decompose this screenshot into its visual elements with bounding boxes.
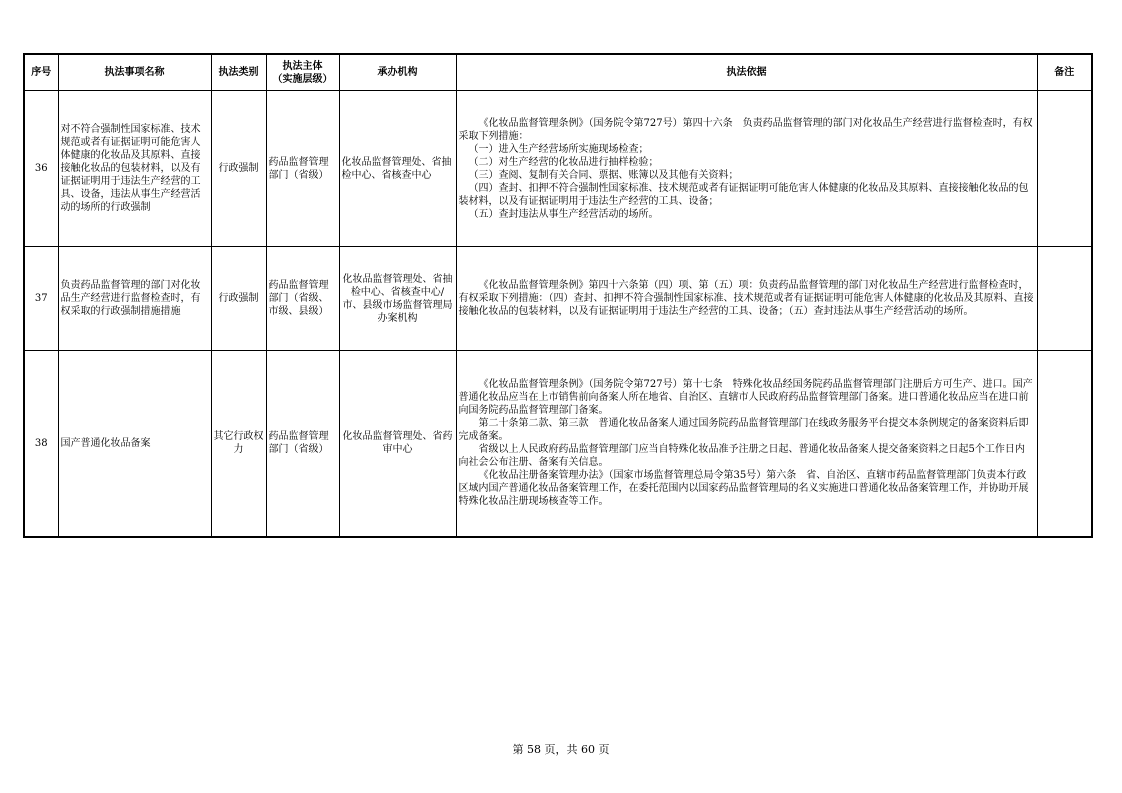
row-name: 国产普通化妆品备案 [58,351,211,537]
basis-paragraph: 《化妆品注册备案管理办法》（国家市场监督管理总局令第35号）第六条 省、自治区、直辖市药品监督管理部门负责本行政区域内国产普通化妆品备案管理工作，在委托范围内以国家药品监督管理局的名义实施进口普通化妆品备案管理工作，并协助开展特殊化妆品注册现场核查等工作。 [458,470,1029,508]
header-basis: 执法依据 [456,54,1037,91]
header-org: 承办机构 [339,54,456,91]
row-remark [1037,351,1092,537]
basis-paragraph: 省级以上人民政府药品监督管理部门应当自特殊化妆品准予注册之日起、普通化妆品备案人提交备案资料之日起5个工作日内向社会公布注册、备案有关信息。 [458,444,1025,469]
row-subject: 药品监督管理部门（省级） [266,91,339,247]
header-remark: 备注 [1037,54,1092,91]
header-subject-line2: （实施层级） [272,73,333,85]
basis-paragraph: （一）进入生产经营场所实施现场检查； [468,143,649,155]
row-org: 化妆品监督管理处、省抽检中心、省核查中心 [339,91,456,247]
table-row [24,351,1092,537]
basis-paragraph: （三）查阅、复制有关合同、票据、账簿以及其他有关资料； [468,169,739,181]
enforcement-table [23,53,1093,538]
row-name: 负责药品监督管理的部门对化妆品生产经营进行监督检查时，有权采取的行政强制措施措施 [58,247,211,351]
row-basis [456,91,1037,247]
table-row [24,247,1092,351]
page-number: 第 58 页，共 60 页 [512,743,610,756]
row-remark [1037,91,1092,247]
row-category: 行政强制 [211,91,266,247]
row-category: 其它行政权力 [211,351,266,537]
header-row [24,54,1092,91]
header-category: 执法类别 [211,54,266,91]
basis-paragraph: 《化妆品监督管理条例》（国务院令第727号）第十七条 特殊化妆品经国务院药品监督管理部门注册后方可生产、进口。国产普通化妆品应当在上市销售前向备案人所在地省、自治区、直辖市人民政府药品监督管理部门备案。进口普通化妆品应当在进口前向国务院药品监督管理部门备案。 [458,379,1033,417]
table-row [24,91,1092,247]
basis-paragraph: 《化妆品监督管理条例》（国务院令第727号）第四十六条 负责药品监督管理的部门对化妆品生产经营进行监督检查时，有权采取下列措施： [458,117,1033,142]
row-subject: 药品监督管理部门（省级） [266,351,339,537]
row-name: 对不符合强制性国家标准、技术规范或者有证据证明可能危害人体健康的化妆品及其原料、直接接触化妆品的包装材料，以及有证据证明用于违法生产经营的工具、设备，违法从事生产经营活动的场所的行政强制 [58,91,211,247]
row-basis [456,351,1037,537]
header-name: 执法事项名称 [58,54,211,91]
row-remark [1037,247,1092,351]
basis-paragraph: 《化妆品监督管理条例》第四十六条第（四）项、第（五）项：负责药品监督管理的部门对化妆品生产经营进行监督检查时，有权采取下列措施：（四）查封、扣押不符合强制性国家标准、技术规范或者有证据证明可能危害人体健康的化妆品及其原料、直接接触化妆品的包装材料，以及有证据证明用于违法生产经营的工具、设备；（五）查封违法从事生产经营活动的场所。 [458,280,1034,317]
row-no: 38 [24,351,58,537]
row-org: 化妆品监督管理处、省药审中心 [339,351,456,537]
row-no: 36 [24,91,58,247]
header-no: 序号 [24,54,58,91]
row-subject: 药品监督管理部门（省级、市级、县级） [266,247,339,351]
basis-paragraph: （五）查封违法从事生产经营活动的场所。 [468,208,659,220]
basis-paragraph: 第二十条第二款、第三款 普通化妆品备案人通过国务院药品监督管理部门在线政务服务平台提交本条例规定的备案资料后即完成备案。 [458,418,1029,443]
row-basis [456,247,1037,351]
row-org: 化妆品监督管理处、省抽检中心、省核查中心/市、县级市场监督管理局办案机构 [339,247,456,351]
header-subject [266,54,339,91]
row-category: 行政强制 [211,247,266,351]
basis-paragraph: （二）对生产经营的化妆品进行抽样检验； [468,156,659,168]
header-subject-line1: 执法主体 [282,60,323,72]
row-no: 37 [24,247,58,351]
basis-paragraph: （四）查封、扣押不符合强制性国家标准、技术规范或者有证据证明可能危害人体健康的化妆品及其原料、直接接触化妆品的包装材料，以及有证据证明用于违法生产经营的工具、设备； [458,182,1029,207]
